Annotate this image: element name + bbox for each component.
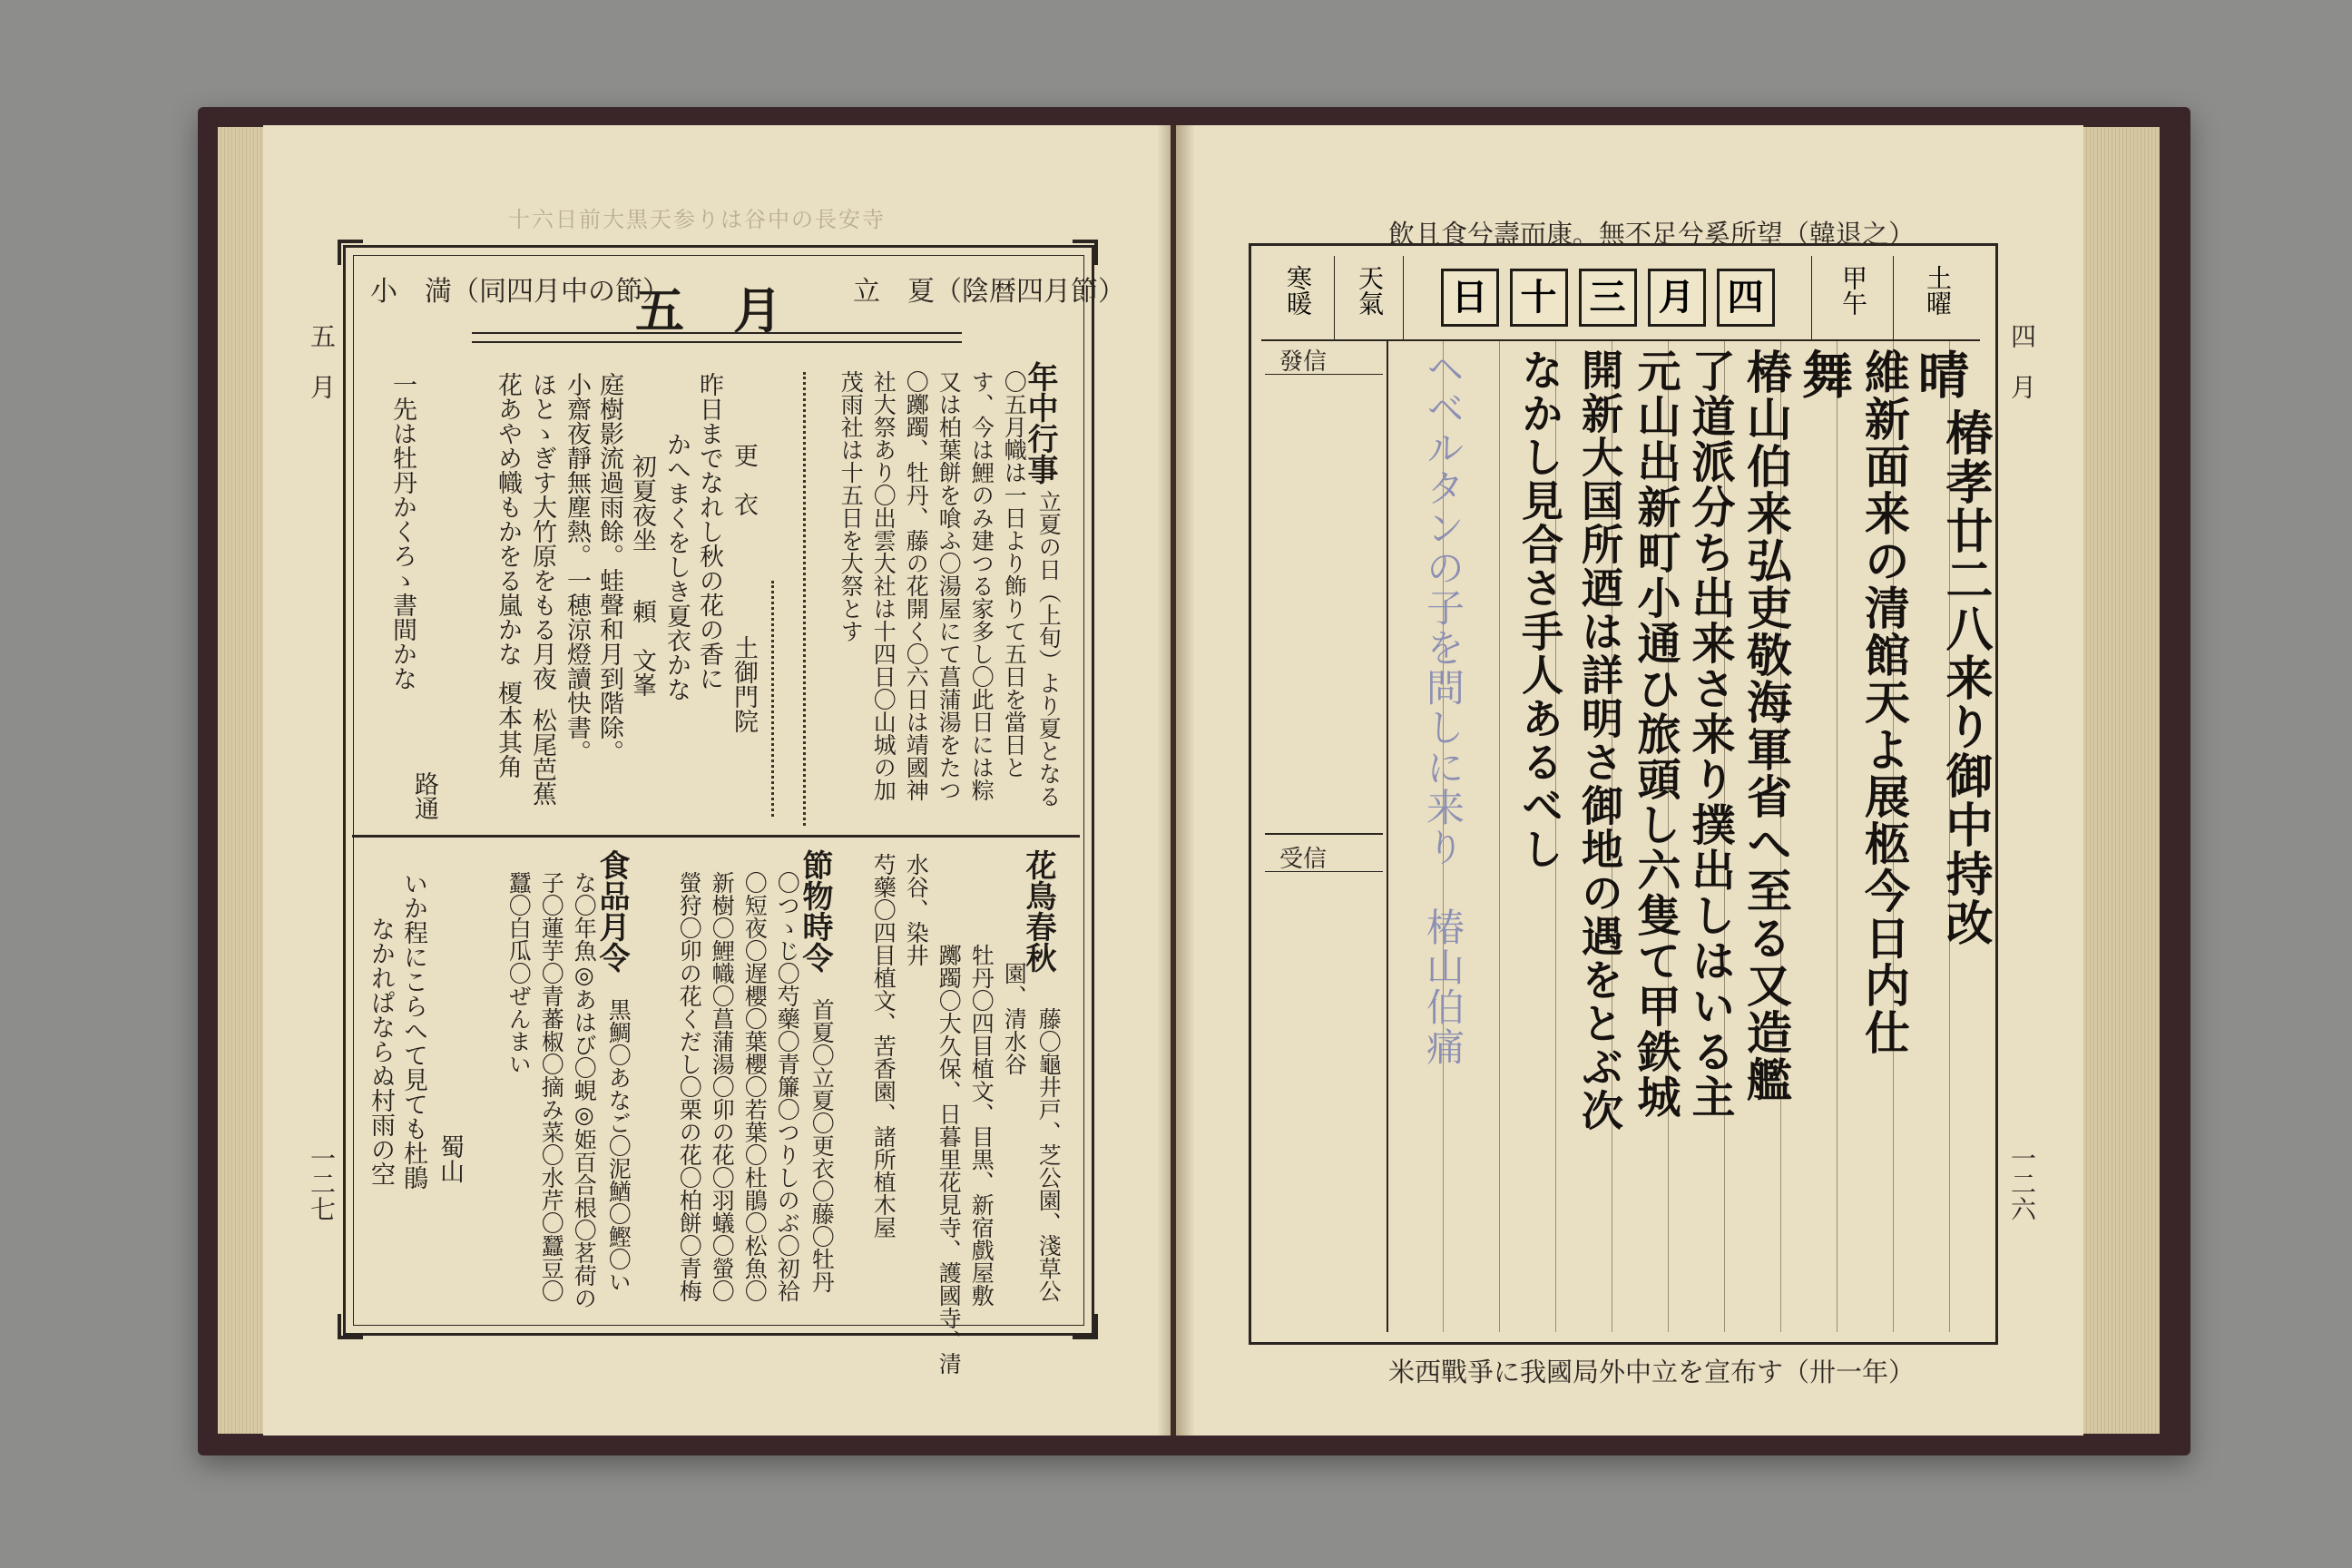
shokuhin-line: 蠶〇白瓜〇ぜんまい xyxy=(505,871,533,1075)
bottom-historical-note: 米西戰爭に我國局外中立を宣布す（卅一年） xyxy=(1388,1357,1916,1387)
poem-line: 庭樹影流過雨餘。蛙聲和月到階除。 xyxy=(595,372,623,764)
setsumono-line: 〇短夜〇遅櫻〇葉櫻〇若葉〇杜鵑〇松魚〇 xyxy=(741,871,769,1302)
date-char: 三 xyxy=(1579,269,1637,327)
date-char: 十 xyxy=(1510,269,1568,327)
poem-title-shoka: 初夏夜坐 xyxy=(628,454,656,552)
kacho-line: 芍藥〇四目植文、苦香園、諸所植木屋 xyxy=(870,853,897,1239)
nenchu-line: 立夏の日（上旬）より夏となる xyxy=(1035,490,1063,808)
shokuhin-line: 黒鯛〇あなご〇泥鰌〇鰹〇い xyxy=(605,998,632,1293)
received-label: 受信 xyxy=(1279,846,1328,873)
eto-label: 甲午 xyxy=(1838,265,1868,316)
ruled-line xyxy=(1837,341,1838,1332)
setsumono-line: 〇つゝじ〇芍藥〇青簾〇つりしのぶ〇初袷 xyxy=(774,871,801,1302)
shoman-label: 小 満（同四月中の節） xyxy=(370,276,670,308)
wavy-divider xyxy=(771,581,783,817)
sidebar-rule xyxy=(1265,871,1383,872)
ornamental-divider xyxy=(472,332,962,343)
kacho-line: 躑躅〇大久保、日暮里花見寺、護國寺、清 xyxy=(936,944,963,1375)
kacho-title: 花鳥春秋 xyxy=(1020,849,1056,973)
haiku-line: 一先は牡丹かくろゝ書間かな xyxy=(388,372,416,691)
kacho-line: 園、清水谷 xyxy=(1001,962,1028,1075)
date-char: 月 xyxy=(1648,269,1706,327)
handwritten-column: 椿山伯来弘吏敬海軍省へ至る又造艦 xyxy=(1740,348,1793,1103)
nenchu-line: 〇躑躅、牡丹、藤の花開く〇六日は靖國神 xyxy=(903,370,930,801)
handwritten-column: 維新面来の清館天よ展柩今日内仕 xyxy=(1857,348,1911,1056)
sidebar-rule xyxy=(1265,833,1383,835)
haiku-author: 路通 xyxy=(410,771,438,820)
date-char: 日 xyxy=(1441,269,1499,327)
left-side-month: 五 月 xyxy=(307,323,337,399)
handwritten-column: 舞 xyxy=(1794,348,1854,401)
setsumono-title: 節物時令 xyxy=(797,849,833,973)
handwritten-column: 了道派分ち出来さ来り撲出しはいる主 xyxy=(1684,348,1735,1120)
shokuhin-line: 子〇蓮芋〇青蕃椒〇摘み菜〇水芹〇蠶豆〇 xyxy=(538,871,565,1302)
setsumono-line: 首夏〇立夏〇更衣〇藤〇牡丹 xyxy=(808,998,836,1293)
frame-corner-ornament xyxy=(338,240,363,265)
handwritten-column: 晴 xyxy=(1910,348,1970,401)
sent-label: 發信 xyxy=(1279,348,1328,376)
shokuhin-title: 食品月令 xyxy=(593,849,630,973)
kacho-line: 水谷、染井 xyxy=(903,853,930,966)
haiku-author: 松尾芭蕉 xyxy=(528,708,556,806)
faint-pencil-column: ヘベルタンの子を問しに来り 椿山伯痛 xyxy=(1421,348,1465,1067)
frame-corner-ornament xyxy=(1073,1314,1098,1339)
handwritten-column: 元山出新町小通ひ旅頭し六隻て甲鉄城 xyxy=(1630,348,1681,1120)
date-display xyxy=(1403,256,1811,339)
ruled-line xyxy=(1499,341,1500,1332)
closing-poem-line: いか程にこらへて見ても杜鵑 xyxy=(399,871,427,1190)
poem-line: かへまくをしき夏衣かな xyxy=(662,432,691,701)
nenchu-line: 又は柏葉餅を喰ふ〇湯屋にて菖蒲湯をたつ xyxy=(936,370,963,801)
handwritten-column: なかし見合さ手人あるべし xyxy=(1515,348,1564,871)
setsumono-line: 新樹〇鯉幟〇菖蒲湯〇卯の花〇羽蟻〇螢〇 xyxy=(709,871,736,1302)
wavy-divider xyxy=(803,372,815,826)
nenchu-line: 茂雨社は十五日を大祭とす xyxy=(838,370,865,642)
setsumono-line: 螢狩〇卯の花くだし〇栗の花〇柏餅〇青梅 xyxy=(676,871,703,1302)
poem-author: 頼 文峯 xyxy=(628,599,656,697)
frame-corner-ornament xyxy=(338,1314,363,1339)
poem-line: 小齋夜靜無塵熱。一穂涼燈讀快書。 xyxy=(563,372,591,764)
poem-title-koromogae: 更 衣 xyxy=(730,443,758,516)
book-gutter xyxy=(1157,125,1195,1436)
sidebar-rule xyxy=(1265,374,1383,375)
nenchu-line: 社大祭あり〇出雲大社は十四日〇山城の加 xyxy=(870,370,897,801)
handwritten-column: 椿孝廿二八来り御中持改 xyxy=(1937,408,1993,947)
date-char: 四 xyxy=(1717,269,1775,327)
weather-values-label: 寒暖 xyxy=(1283,265,1313,316)
frame-corner-ornament xyxy=(1073,240,1098,265)
nenchu-line: す、今は鯉のみ建つる家多し〇此日には粽 xyxy=(968,370,995,801)
right-side-month: 四 月 xyxy=(2007,323,2037,399)
handwritten-column: 開新大国所迺は詳明さ御地の遇をとぶ次 xyxy=(1575,348,1624,1132)
left-page-number: 一二七 xyxy=(307,1145,337,1221)
nenchu-line: 〇五月幟は一日より飾りて五日を當日と xyxy=(1001,370,1028,779)
day-of-week-label: 土曜 xyxy=(1923,265,1953,316)
section-divider xyxy=(352,835,1080,838)
right-page-number: 一二六 xyxy=(2007,1145,2037,1221)
top-quote: 飲且食兮壽而康。無不足兮奚所望（韓退之） xyxy=(1388,219,1916,250)
diary-header-row xyxy=(1261,256,1980,341)
haiku-line: ほとゝぎす大竹原をもる月夜 xyxy=(528,372,556,691)
nenchu-gyoji-title: 年中行事 xyxy=(1022,361,1058,485)
correspondence-column xyxy=(1261,341,1388,1332)
faint-show-through-text: 十六日前大黒天参りは谷中の長安寺 xyxy=(508,207,886,232)
weather-label: 天氣 xyxy=(1355,265,1385,316)
rikka-label: 立 夏（陰暦四月節） xyxy=(853,276,1125,308)
closing-poem-author: 蜀山 xyxy=(436,1134,464,1183)
shokuhin-line: な〇年魚◎あはび〇蜆◎姫百合根〇茗荷の xyxy=(571,871,598,1309)
poem-author: 土御門院 xyxy=(730,635,758,733)
closing-poem-line: なかれぱならぬ村雨の空 xyxy=(367,916,395,1186)
haiku-line: 花あやめ幟もかをる嵐かな xyxy=(494,372,522,666)
haiku-author: 榎本其角 xyxy=(494,681,522,779)
kacho-line: 藤〇龜井戸、芝公園、淺草公 xyxy=(1035,1007,1063,1302)
poem-line: 昨日までなれし秋の花の香に xyxy=(695,372,723,691)
kacho-line: 牡丹〇四目植文、目黒、新宿戲屋敷 xyxy=(968,944,995,1307)
month-title: 五 月 xyxy=(635,281,782,339)
